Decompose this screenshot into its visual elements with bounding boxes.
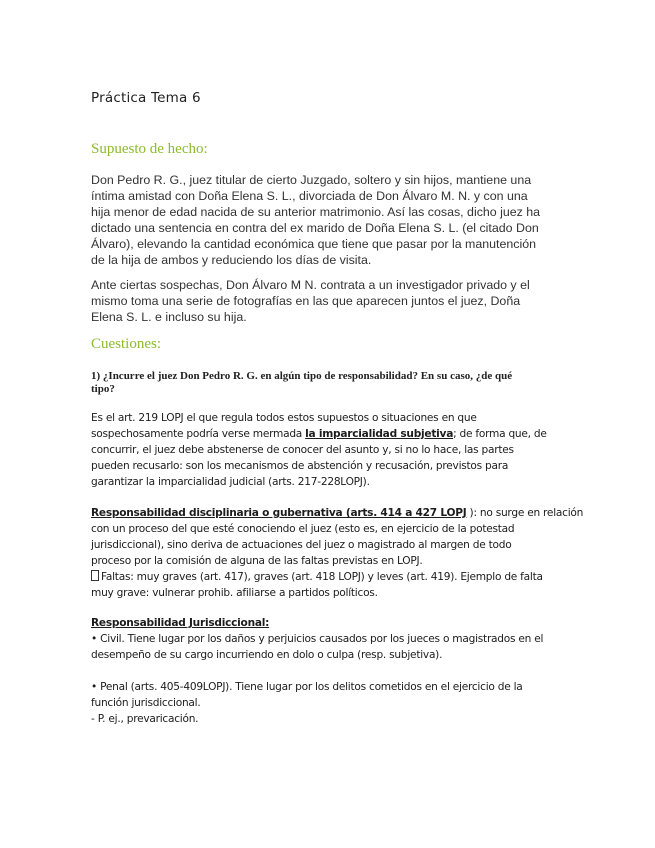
text-line: Elena S. L. e incluso su hija. (91, 310, 247, 324)
text-line: función jurisdiccional. (91, 697, 201, 709)
text-line: • Penal (arts. 405-409LOPJ). Tiene lugar por los delitos cometidos en el ejercicio de la (91, 681, 523, 693)
text-line: pueden recusarlo: son los mecanismos de abstención y recusación, previstos para (91, 460, 509, 472)
text-segment: ; de forma que, de (453, 428, 547, 440)
text-line: proceso por la comisión de alguna de las faltas previstas en LOPJ. (91, 555, 423, 567)
text-segment: ): no surge en relación (466, 507, 584, 519)
text-line: íntima amistad con Doña Elena S. L., divorciada de Don Álvaro M. N. y con una (91, 189, 528, 203)
text-line (91, 426, 563, 442)
supuesto-heading: Supuesto de hecho: (91, 141, 208, 157)
text-line: con un proceso del que esté conociendo el juez (esto es, en ejercicio de la potestad (91, 523, 515, 535)
question-line: tipo? (91, 383, 115, 395)
text-line: - P. ej., prevaricación. (91, 713, 199, 725)
text-line: Ante ciertas sospechas, Don Álvaro M N. contrata a un investigador privado y el (91, 278, 530, 292)
text-line (91, 505, 584, 521)
text-line: hija menor de edad nacida de su anterior matrimonio. Así las cosas, dicho juez ha (91, 205, 541, 219)
question-1 (91, 370, 553, 396)
text-line: de la hija de ambos y reduciendo los días de visita. (91, 253, 372, 267)
text-segment: sospechosamente podría verse mermada (91, 428, 306, 440)
answer-paragraph-penal (91, 679, 563, 727)
text-line: mismo toma una serie de fotografías en las que aparecen juntos el juez, Doña (91, 294, 521, 308)
answer-paragraph-imparcialidad (91, 410, 563, 490)
text-line: garantizar la imparcialidad judicial (arts. 217-228LOPJ). (91, 476, 370, 488)
supuesto-paragraph-1 (91, 172, 563, 268)
jurisdiccional-heading: Responsabilidad Jurisdiccional: (91, 617, 270, 629)
text-line: jurisdiccional), sino deriva de actuaciones del juez o magistrado al margen de todo (91, 539, 512, 551)
text-line: dictado una sentencia en contra del ex marido de Doña Elena S. L. (el citado Don (91, 221, 539, 235)
answer-paragraph-jurisdiccional (91, 615, 563, 663)
text-line: Álvaro), elevando la cantidad económica que tiene que pasar por la manutención (91, 237, 536, 251)
cuestiones-heading: Cuestiones: (91, 336, 161, 352)
answer-paragraph-disciplinaria (91, 505, 584, 601)
text-line: Es el art. 219 LOPJ el que regula todos estos supuestos o situaciones en que (91, 412, 477, 424)
page-title: Práctica Tema 6 (91, 90, 201, 106)
text-segment: Faltas: muy graves (art. 417), graves (art. 418 LOPJ) y leves (art. 419). Ejemplo de falta (101, 571, 543, 583)
supuesto-paragraph-2 (91, 277, 563, 325)
text-line (91, 569, 563, 585)
imparcialidad-subjetiva-term: la imparcialidad subjetiva (305, 428, 454, 440)
text-line: desempeño de su cargo incurriendo en dolo o culpa (resp. subjetiva). (91, 649, 443, 661)
disciplinaria-term: Responsabilidad disciplinaria o gubernativa (arts. 414 a 427 LOPJ (91, 507, 467, 519)
text-line: muy grave: vulnerar prohib. afiliarse a partidos políticos. (91, 587, 378, 599)
text-line: concurrir, el juez debe abstenerse de conocer del asunto y, si no lo hace, las partes (91, 444, 514, 456)
box-glyph-icon (91, 570, 99, 581)
text-line: Don Pedro R. G., juez titular de cierto Juzgado, soltero y sin hijos, mantiene una (91, 173, 532, 187)
question-line: 1) ¿Incurre el juez Don Pedro R. G. en algún tipo de responsabilidad? En su caso, ¿de qué (91, 370, 513, 382)
text-line: • Civil. Tiene lugar por los daños y perjuicios causados por los jueces o magistrados en el (91, 633, 544, 645)
